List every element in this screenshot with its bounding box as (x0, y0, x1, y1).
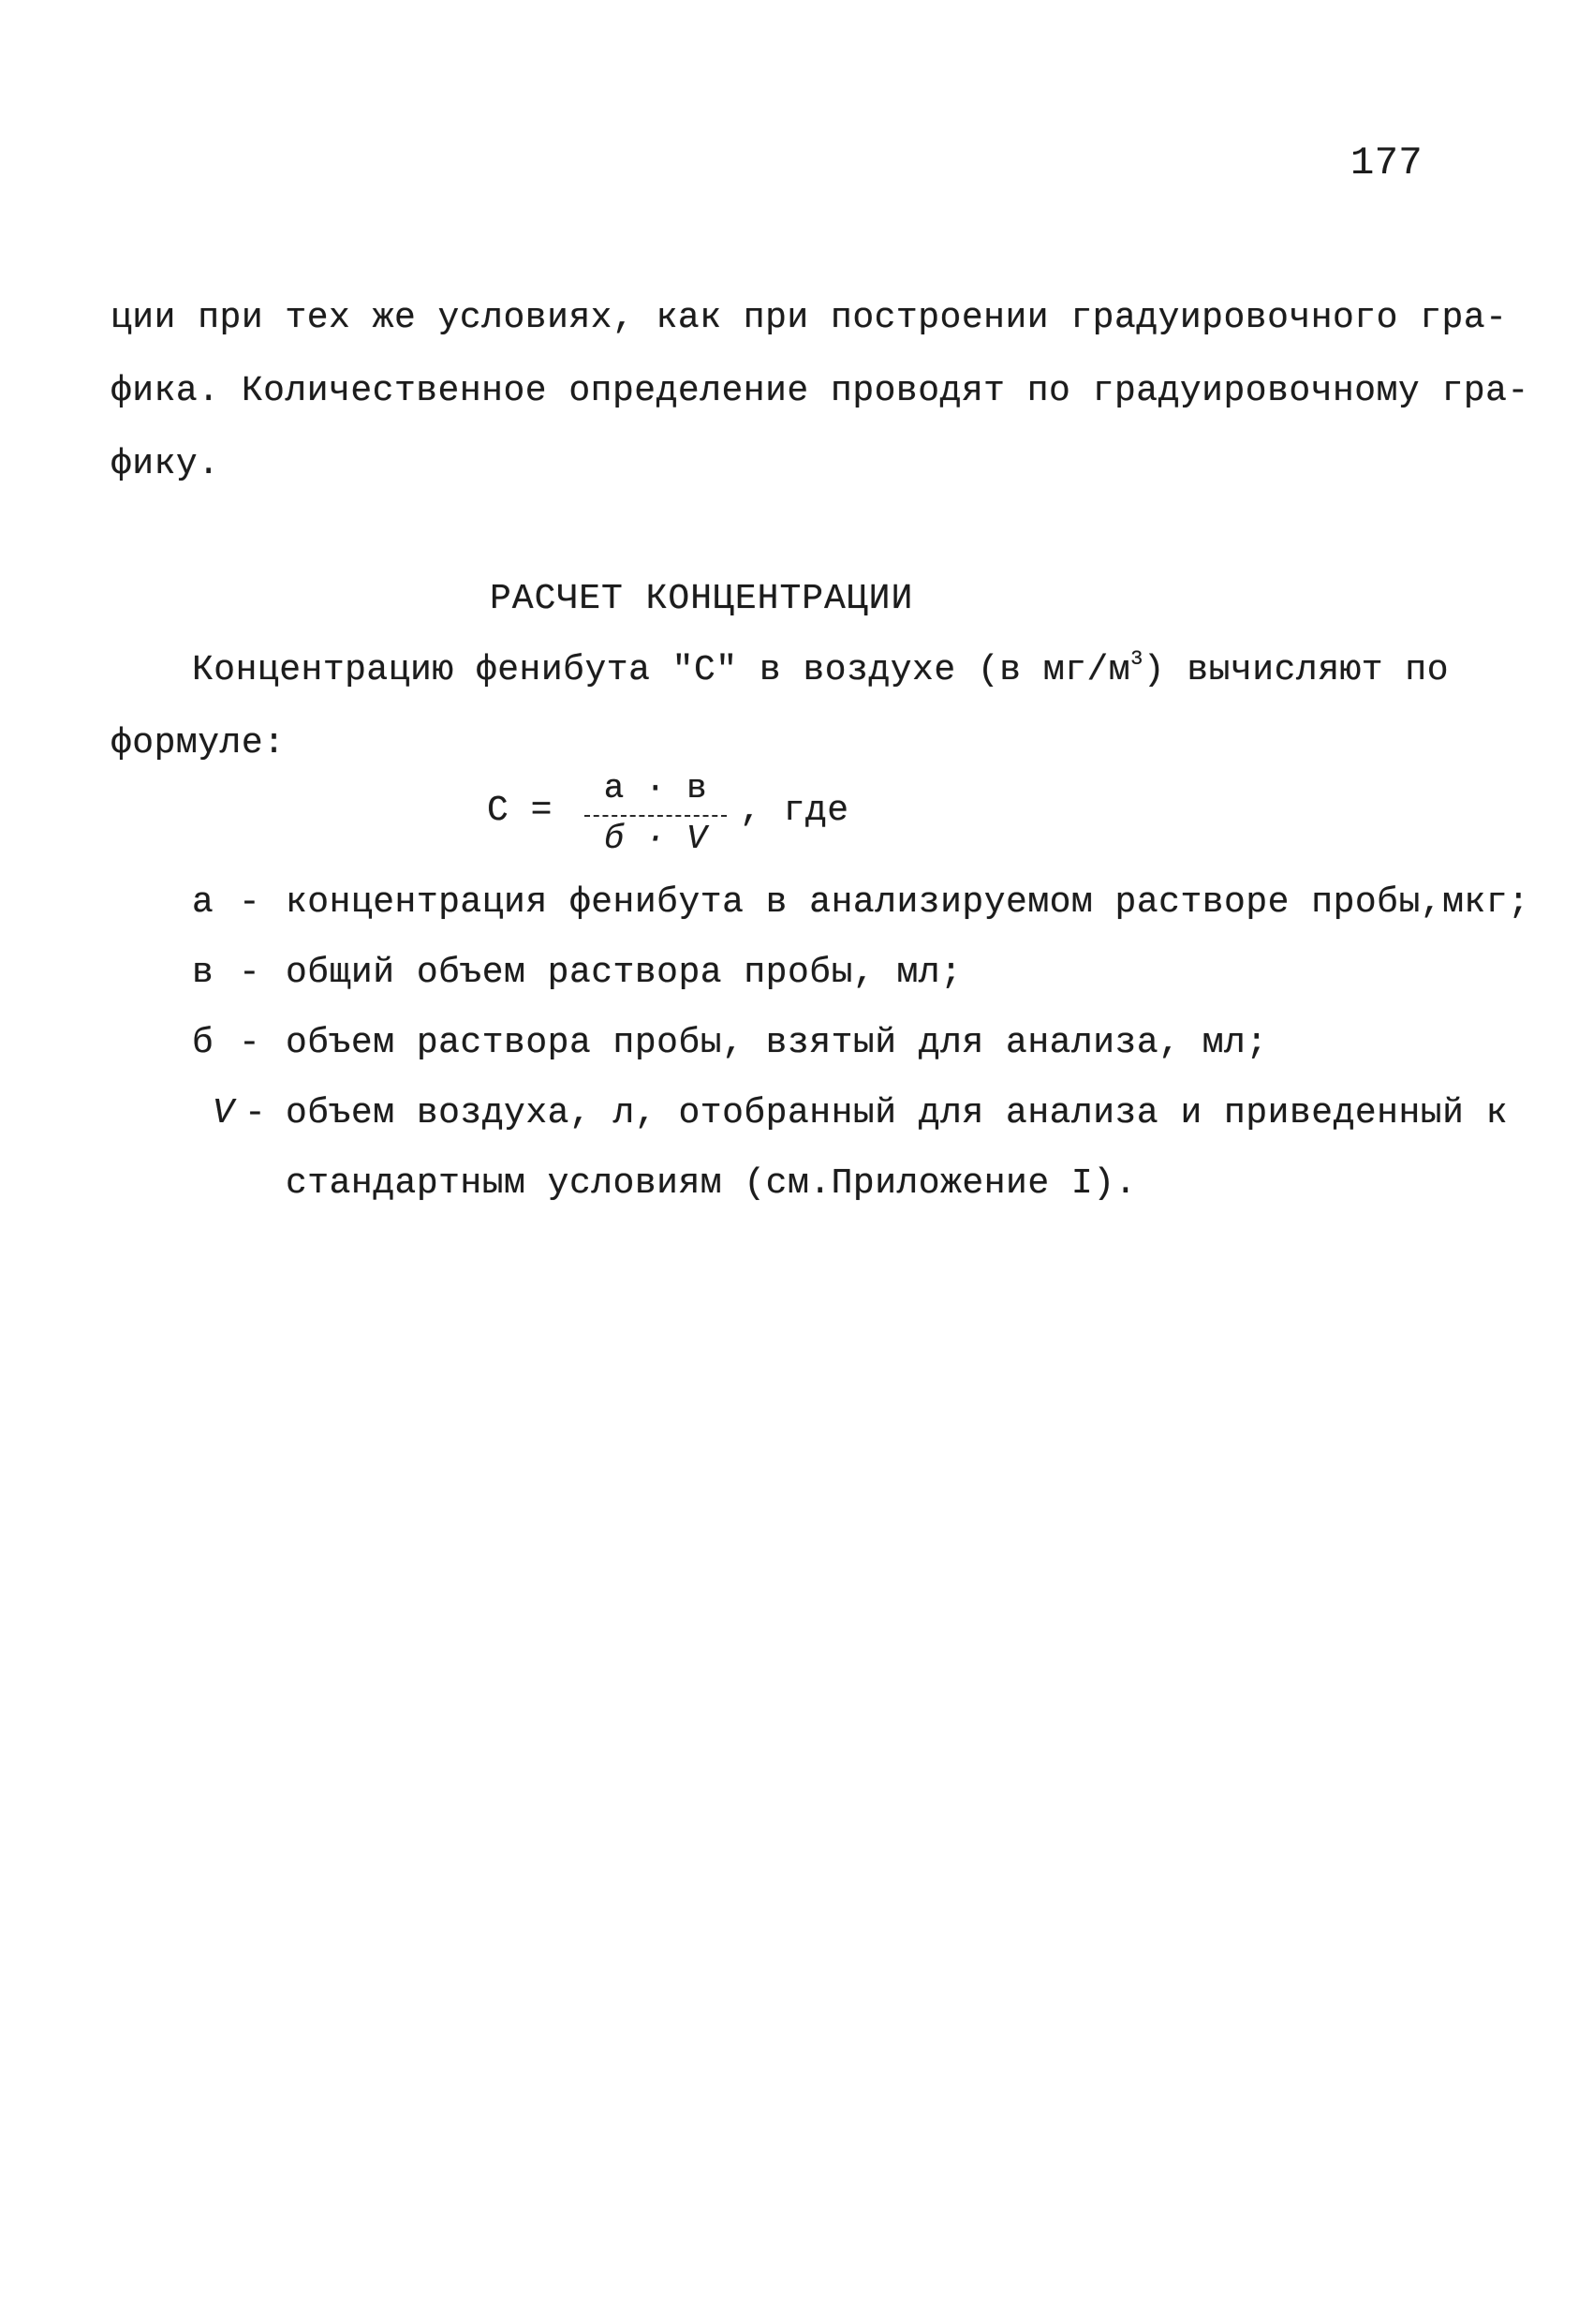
formula-lhs: С = (487, 791, 553, 831)
definition-dash: - (244, 1093, 267, 1133)
definition-dash: - (239, 1023, 261, 1063)
formula-tail: , где (740, 791, 849, 831)
formula-denominator: б · V (603, 820, 708, 858)
intro-text: ) вычисляют по (1143, 650, 1450, 690)
definition-text: концентрация фенибута в анализируемом растворе пробы,мкг; (286, 882, 1530, 923)
formula-numerator: а · в (603, 769, 708, 807)
definition-dash: - (239, 882, 261, 923)
definition-symbol: б (192, 1023, 214, 1063)
intro-line (192, 647, 1450, 691)
section-heading: РАСЧЕТ КОНЦЕНТРАЦИИ (490, 579, 914, 619)
paragraph-line: фику. (111, 444, 220, 484)
concentration-formula (487, 770, 880, 873)
paragraph-line: ции при тех же условиях, как при построении градуировочного гра- (111, 298, 1508, 338)
definition-text: объем раствора пробы, взятый для анализа, мл; (286, 1023, 1268, 1063)
definition-symbol: а (192, 882, 214, 923)
definition-symbol: в (192, 953, 214, 993)
paragraph-line: фика. Количественное определение проводят по градуировочному гра- (111, 371, 1529, 411)
intro-line: формуле: (111, 723, 286, 763)
definition-continuation: стандартным условиям (см.Приложение I). (286, 1163, 1137, 1204)
intro-text: Концентрацию фенибута "С" в воздухе (в мг/м (192, 650, 1131, 690)
page-number: 177 (1350, 141, 1423, 185)
unit-exponent: 3 (1130, 647, 1143, 671)
definition-text: общий объем раствора пробы, мл; (286, 953, 963, 993)
formula-fraction (581, 770, 730, 873)
definition-text: объем воздуха, л, отобранный для анализа и приведенный к (286, 1093, 1509, 1133)
fraction-bar (584, 815, 727, 817)
definition-symbol: V (213, 1093, 235, 1133)
definition-dash: - (239, 953, 261, 993)
